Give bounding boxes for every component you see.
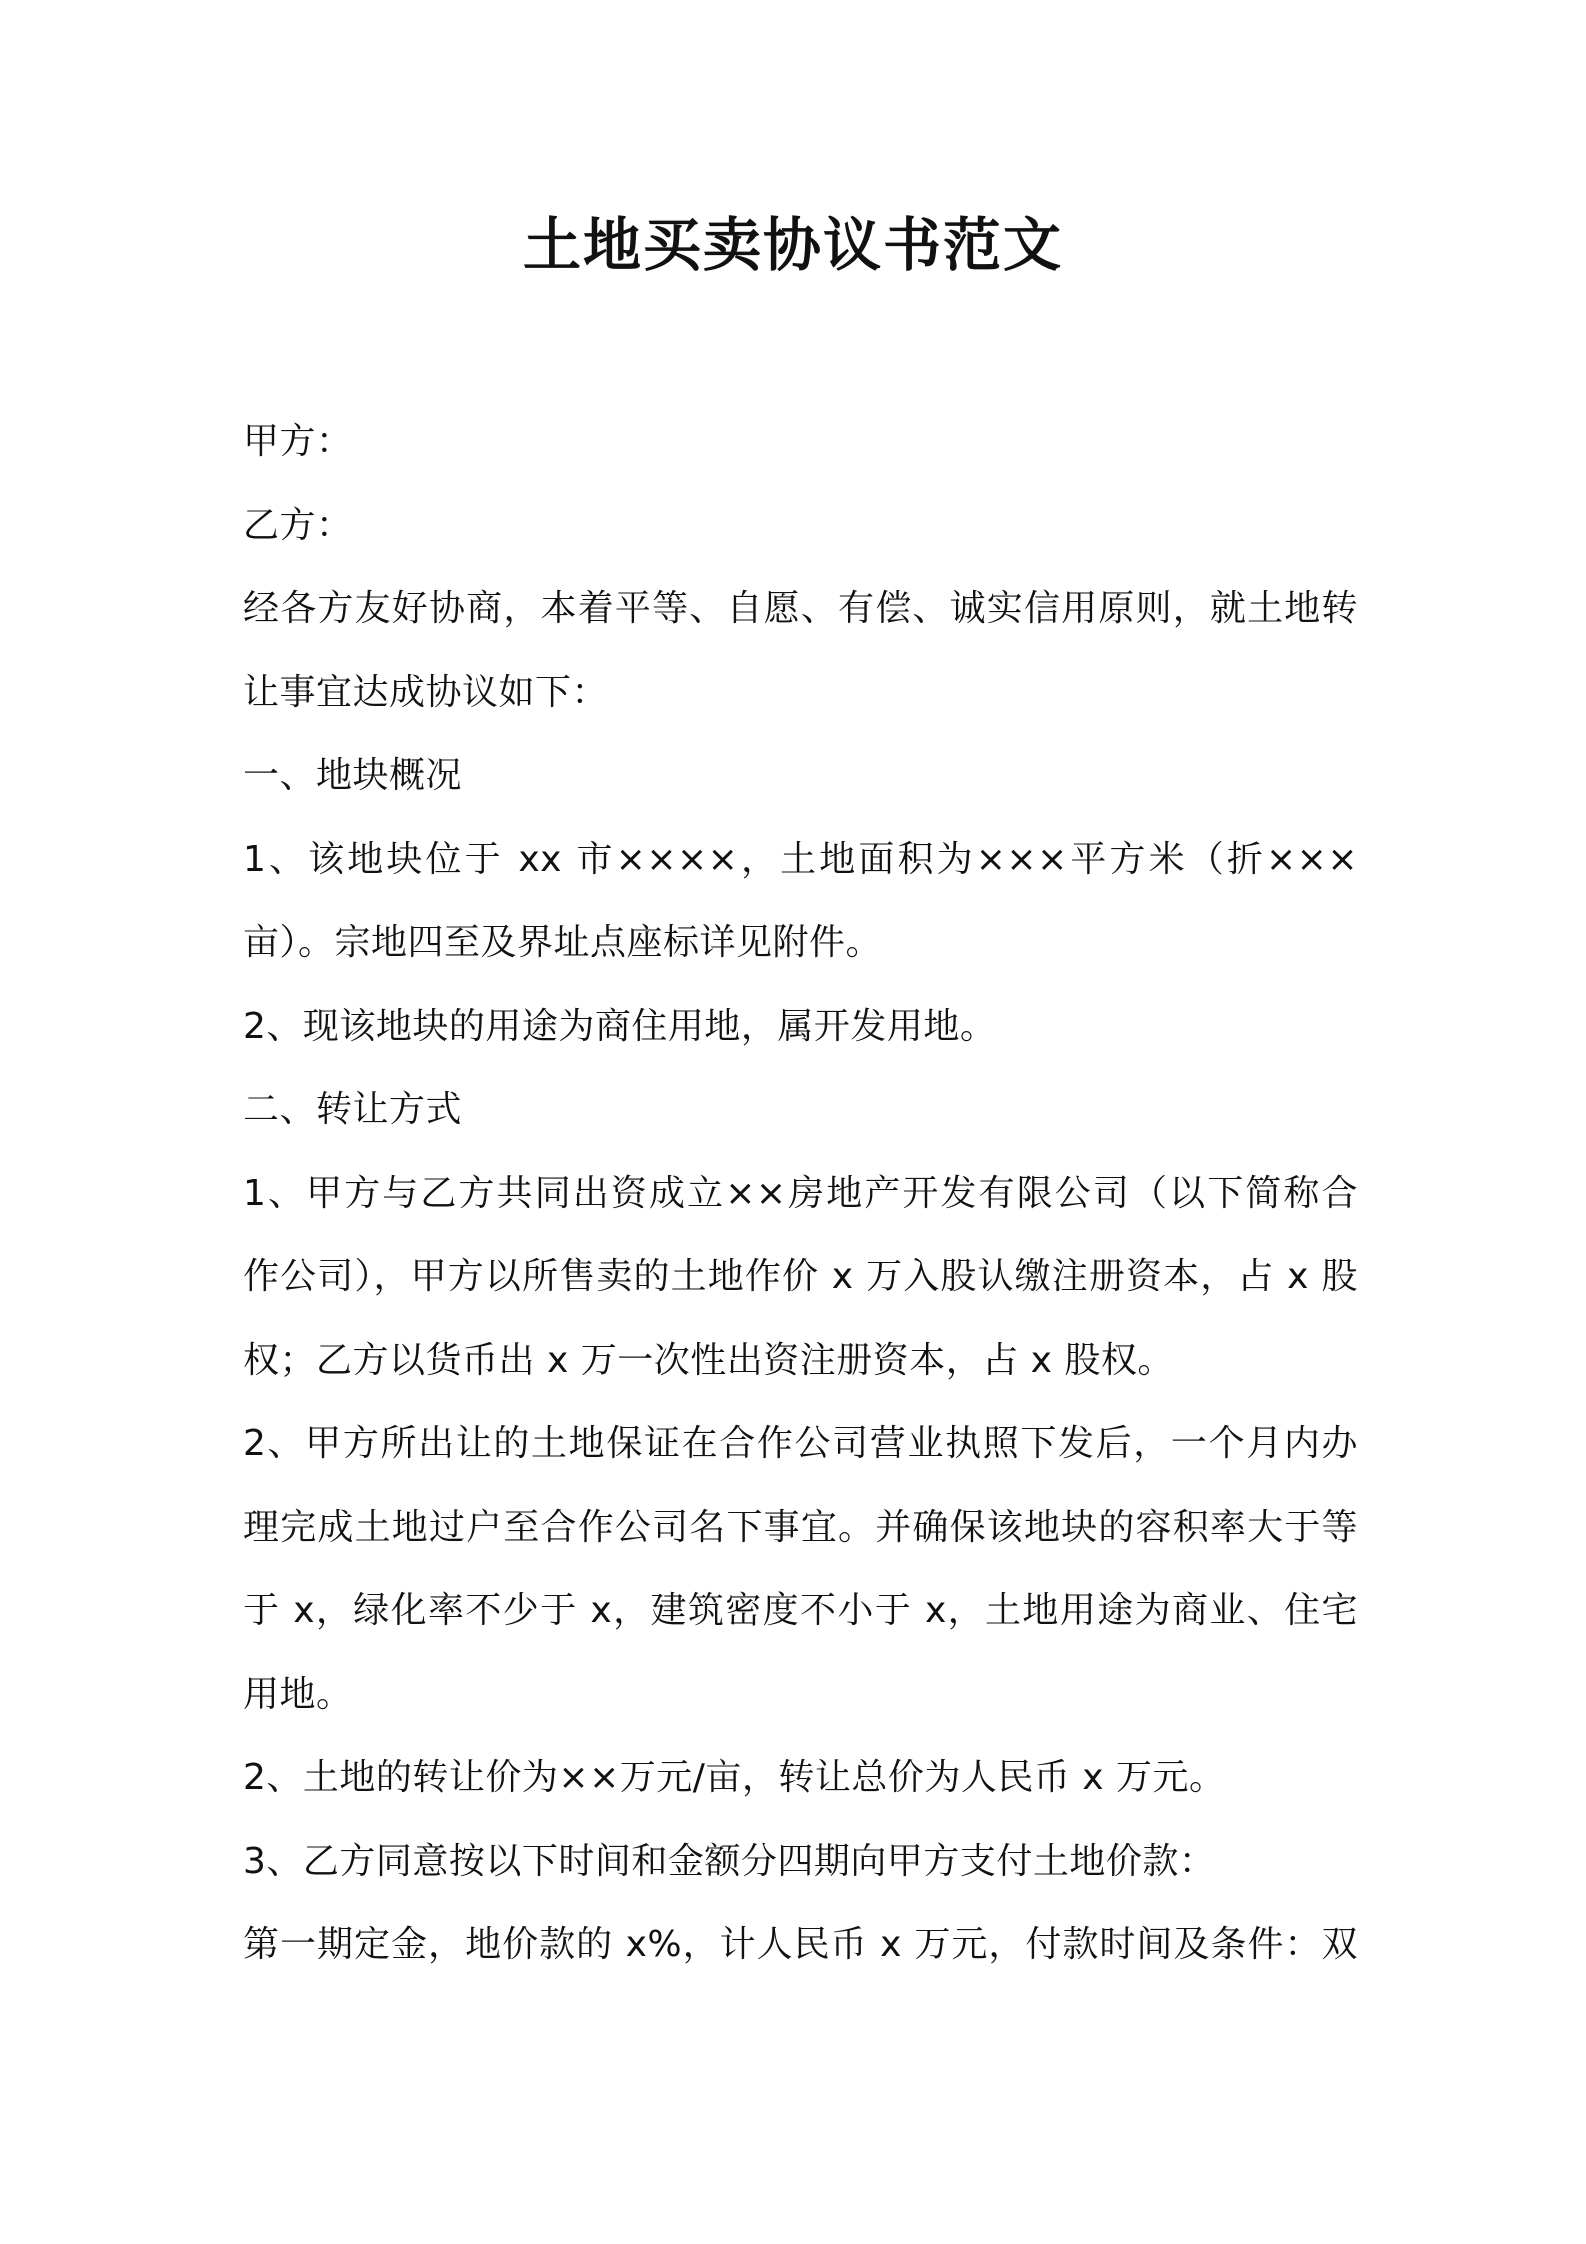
clause-2-2-line-2: 理完成土地过户至合作公司名下事宜。并确保该地块的容积率大于等	[243, 1506, 1358, 1548]
clause-2-2-line-3: 于 x，绿化率不少于 x，建筑密度不小于 x，土地用途为商业、住宅	[243, 1590, 1358, 1631]
clause-1-1-line-1: 1、该地块位于 xx 市××××，土地面积为×××平方米（折×××	[243, 838, 1358, 880]
document-title: 土地买卖协议书范文	[522, 211, 1063, 279]
clause-2-3-line: 2、土地的转让价为××万元/亩，转让总价为人民币 x 万元。	[243, 1757, 1226, 1798]
clause-2-1-line-3: 权；乙方以货币出 x 万一次性出资注册资本，占 x 股权。	[243, 1339, 1174, 1381]
payment-phase-1-line: 第一期定金，地价款的 x%，计人民币 x 万元，付款时间及条件：双	[243, 1924, 1358, 1965]
clause-1-2-line: 2、现该地块的用途为商住用地，属开发用地。	[243, 1005, 997, 1047]
clause-2-1-line-1: 1、甲方与乙方共同出资成立××房地产开发有限公司（以下简称合	[243, 1172, 1358, 1214]
clause-2-2-line-1: 2、甲方所出让的土地保证在合作公司营业执照下发后，一个月内办	[243, 1423, 1358, 1464]
clause-1-1-line-2: 亩）。宗地四至及界址点座标详见附件。	[243, 922, 883, 963]
party-a-line: 甲方：	[243, 421, 353, 462]
clause-2-4-line: 3、乙方同意按以下时间和金额分四期向甲方支付土地价款：	[243, 1840, 1216, 1882]
clause-2-2-line-4: 用地。	[243, 1673, 353, 1715]
section-heading-2: 二、转让方式	[243, 1089, 463, 1130]
section-heading-1: 一、地块概况	[243, 755, 463, 796]
document-body	[243, 400, 1358, 1987]
preamble-line-1: 经各方友好协商，本着平等、自愿、有偿、诚实信用原则，就土地转	[243, 588, 1358, 629]
party-b-line: 乙方：	[243, 504, 353, 546]
preamble-line-2: 让事宜达成协议如下：	[243, 671, 609, 713]
clause-2-1-line-2: 作公司），甲方以所售卖的土地作价 x 万入股认缴注册资本，占 x 股	[243, 1256, 1358, 1297]
